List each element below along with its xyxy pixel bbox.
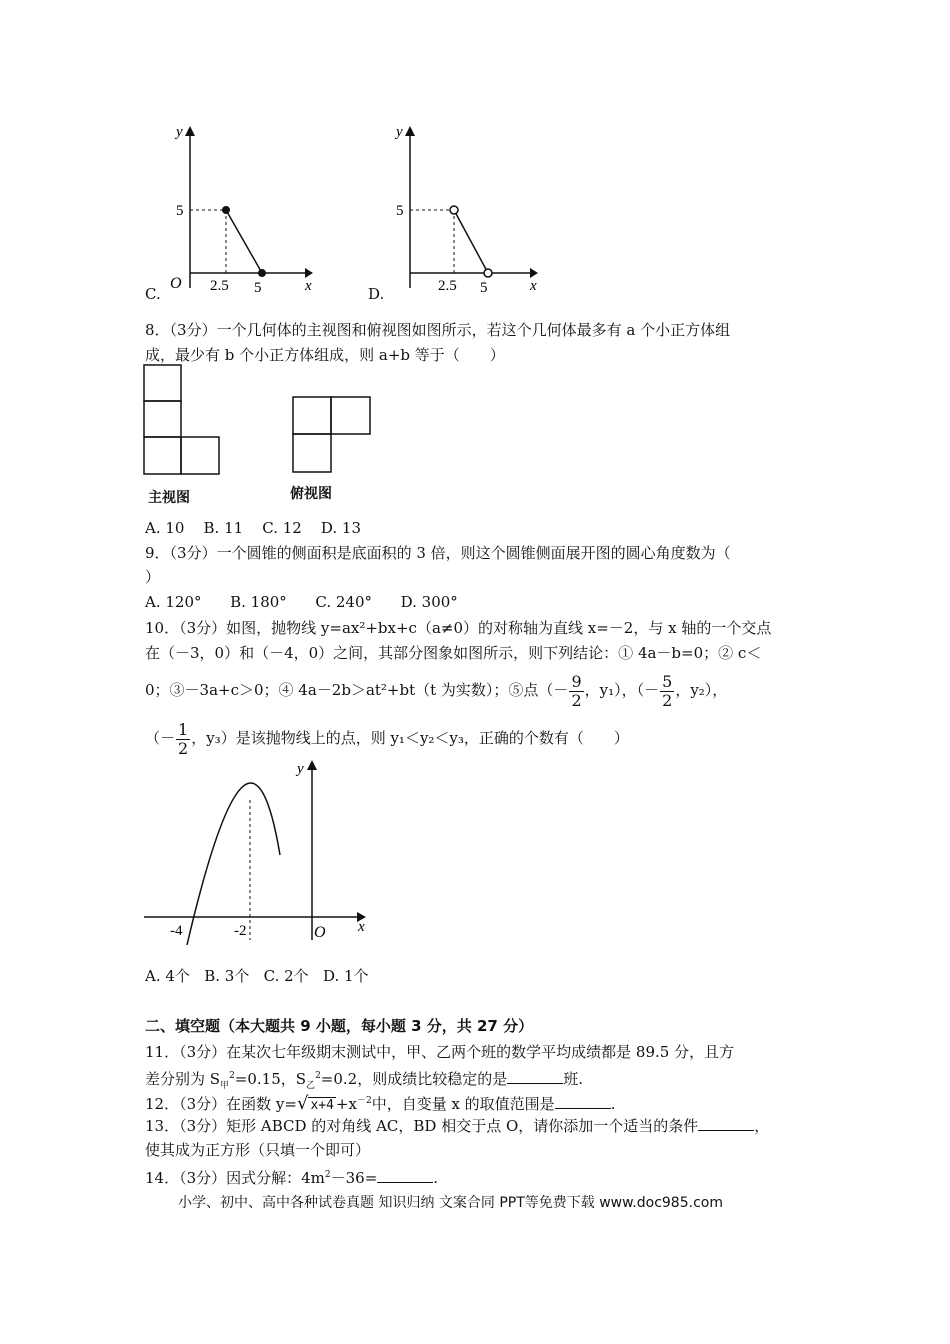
page-footer: 小学、初中、高中各种试卷真题 知识归纳 文案合同 PPT等免费下载 www.doc985.com [178, 1195, 723, 1211]
q10-line3-part: ，y₂）， [675, 681, 728, 699]
origin-label: O [170, 275, 182, 292]
tick-label: 2.5 [210, 278, 229, 294]
q10-text-line2: 在（－3，0）和（－4，0）之间，其部分图象如图所示，则下列结论：① 4a－b=0；② c＜ [145, 644, 762, 662]
q10-text-line3 [145, 670, 727, 710]
q9-options: A. 120° B. 180° C. 240° D. 300° [145, 593, 458, 611]
y-label: y [396, 124, 403, 140]
x-label: x [305, 278, 312, 294]
q7-graph-c [150, 118, 320, 298]
y-label: y [297, 761, 304, 777]
q9-text-line2: ） [145, 568, 161, 586]
graph-segment [226, 210, 262, 273]
q13-text-line2: 使其成为正方形（只填一个即可） [145, 1141, 371, 1159]
q7-graph-d [370, 118, 550, 298]
q10-line4-part: ，y₃）是该抛物线上的点，则 y₁＜y₂＜y₃，正确的个数有（ ） [191, 729, 629, 747]
q10-parabola-graph [142, 755, 382, 950]
solid-point [222, 206, 230, 214]
option-d-label: D. [368, 285, 385, 303]
tick-label: 5 [396, 203, 404, 219]
front-view-label: 主视图 [148, 490, 190, 506]
answer-blank[interactable] [555, 1094, 611, 1109]
q11-text-line2: 差分别为 $S_甲^2=0.15$，$S_乙^2=0.2$，则成绩比较稳定的是 班. [145, 1070, 584, 1091]
x-label: x [358, 919, 365, 935]
tick-label: 5 [176, 203, 184, 219]
fraction-1-2: $\frac{1}{2}$ [178, 719, 189, 758]
origin-label: O [314, 924, 326, 941]
open-point [450, 206, 458, 214]
section-2-title: 二、填空题（本大题共 9 小题，每小题 3 分，共 27 分） [145, 1017, 534, 1035]
open-point [484, 269, 492, 277]
q8-top-view [292, 396, 374, 476]
solid-point [258, 269, 266, 277]
x-label: x [530, 278, 537, 294]
answer-blank[interactable] [377, 1168, 433, 1183]
q14-text: 14．（3分）因式分解：$4m^2-36=$ . [145, 1169, 439, 1187]
q10-line4-part: （－ [145, 729, 176, 747]
tick-label: 5 [480, 280, 488, 296]
y-label: y [176, 124, 183, 140]
answer-blank[interactable] [698, 1116, 754, 1131]
tick-label: 5 [254, 280, 262, 296]
tick-label: -2 [234, 923, 247, 939]
q8-options: A. 10 B. 11 C. 12 D. 13 [145, 519, 361, 537]
q11-text-line1: 11．（3分）在某次七年级期末测试中，甲、乙两个班的数学平均成绩都是 89.5 分，且方 [145, 1043, 735, 1061]
top-view-label: 俯视图 [290, 486, 332, 502]
fraction-5-2: $\frac{5}{2}$ [662, 671, 673, 710]
radicand: x+4 [310, 1098, 334, 1113]
fraction-9-2: $\frac{9}{2}$ [571, 671, 582, 710]
tick-label: -4 [170, 923, 183, 939]
option-c-label: C. [145, 285, 161, 303]
answer-blank[interactable] [507, 1069, 563, 1084]
q10-text-line4 [145, 718, 629, 758]
q10-text-line1: 10．（3分）如图，抛物线 y=ax²+bx+c（a≠0）的对称轴为直线 x=－2，与 x 轴的一个交点 [145, 619, 772, 637]
q8-front-view [143, 364, 223, 476]
q13-text-line1: 13．（3分）矩形 ABCD 的对角线 AC，BD 相交于点 O，请你添加一个适当的条件 ， [145, 1117, 770, 1135]
q8-text-line2: 成，最少有 b 个小正方体组成，则 a+b 等于（ ） [145, 346, 505, 364]
q8-text-line1: 8．（3分）一个几何体的主视图和俯视图如图所示，若这个几何体最多有 a 个小正方体组 [145, 321, 731, 339]
q12-text: 12．（3分）在函数 y=√ $x+4 +x^{-2}$中，自变量 x 的取值范围是 . [145, 1093, 616, 1114]
graph-segment [454, 210, 488, 273]
tick-label: 2.5 [438, 278, 457, 294]
q10-options: A. 4个 B. 3个 C. 2个 D. 1个 [145, 967, 369, 985]
q10-line3-part: 0；③－3a+c＞0；④ 4a－2b＞at²+bt（t 为实数）；⑤点（－ [145, 681, 569, 699]
q9-text-line1: 9．（3分）一个圆锥的侧面积是底面积的 3 倍，则这个圆锥侧面展开图的圆心角度数为（ [145, 544, 731, 562]
q10-line3-part: ，y₁），（－ [584, 681, 660, 699]
parabola-curve [187, 783, 280, 945]
